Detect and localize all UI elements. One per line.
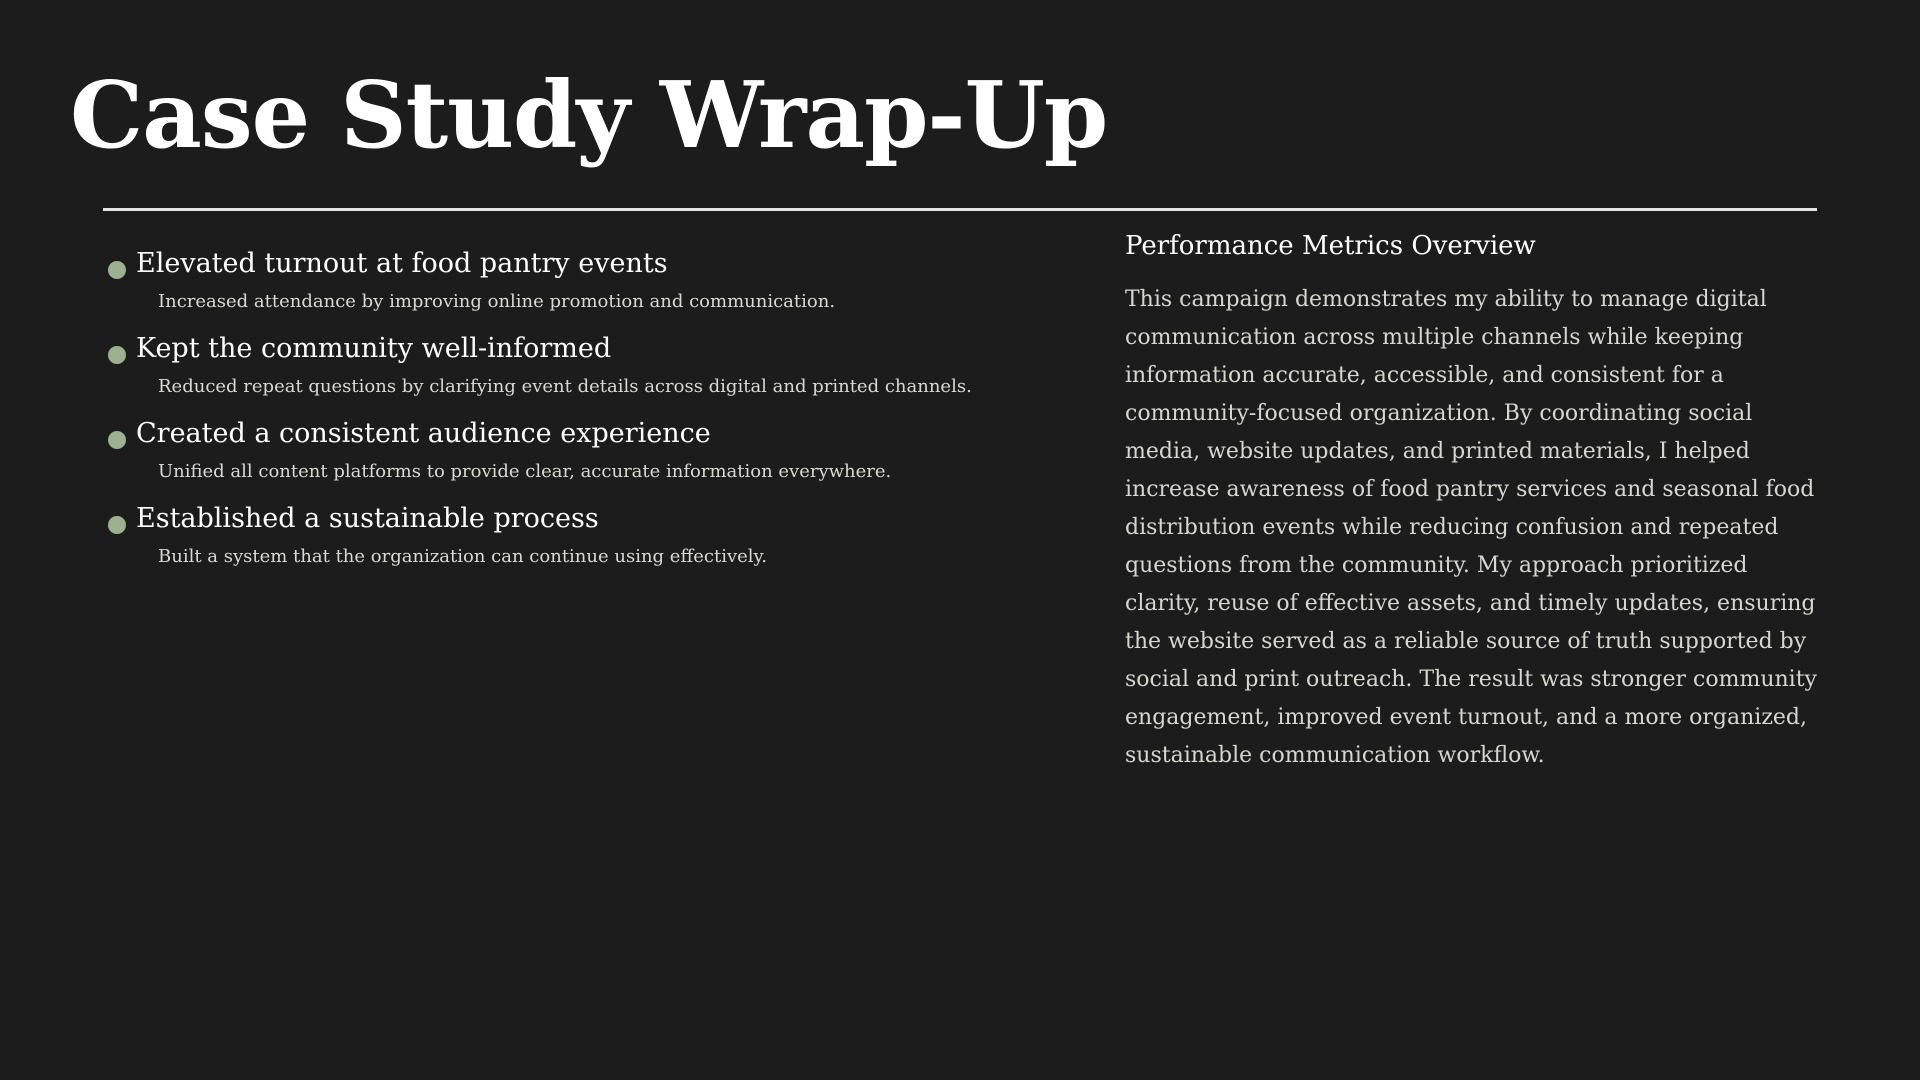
- metrics-panel: [1125, 226, 1825, 775]
- slide-title: Case Study Wrap-Up: [70, 61, 1108, 169]
- bullet-description: Built a system that the organization can continue using effectively.: [158, 546, 768, 567]
- bullet-heading: Elevated turnout at food pantry events: [136, 248, 668, 279]
- metrics-body: This campaign demonstrates my ability to manage digital communication across multiple channels while keeping information accurate, accessible, and consistent for a community-focused organization. By coordinating social media, website updates, and printed materials, I helped increase awareness of food pantry services and seasonal food distribution events while reducing confusion and repeated questions from the community. My approach prioritized clarity, reuse of effective assets, and timely updates, ensuring the website served as a reliable source of truth supported by social and print outreach. The result was stronger community engagement, improved event turnout, and a more organized, sustainable communication workflow.: [1125, 287, 1817, 768]
- bullet-item: [106, 501, 1066, 586]
- title-divider: [103, 208, 1817, 211]
- bullet-item: [106, 331, 1066, 416]
- metrics-title: Performance Metrics Overview: [1125, 231, 1536, 261]
- bullet-description: Reduced repeat questions by clarifying event details across digital and printed channels.: [158, 376, 972, 397]
- bullet-heading: Created a consistent audience experience: [136, 418, 711, 449]
- bullet-description: Unified all content platforms to provide clear, accurate information everywhere.: [158, 461, 892, 482]
- bullet-list: [106, 246, 1066, 586]
- bullet-item: [106, 246, 1066, 331]
- bullet-dot-icon: [108, 346, 126, 364]
- bullet-dot-icon: [108, 261, 126, 279]
- bullet-dot-icon: [108, 431, 126, 449]
- bullet-description: Increased attendance by improving online promotion and communication.: [158, 291, 836, 312]
- bullet-item: [106, 416, 1066, 501]
- bullet-dot-icon: [108, 516, 126, 534]
- bullet-heading: Kept the community well-informed: [136, 333, 612, 364]
- bullet-heading: Established a sustainable process: [136, 503, 599, 534]
